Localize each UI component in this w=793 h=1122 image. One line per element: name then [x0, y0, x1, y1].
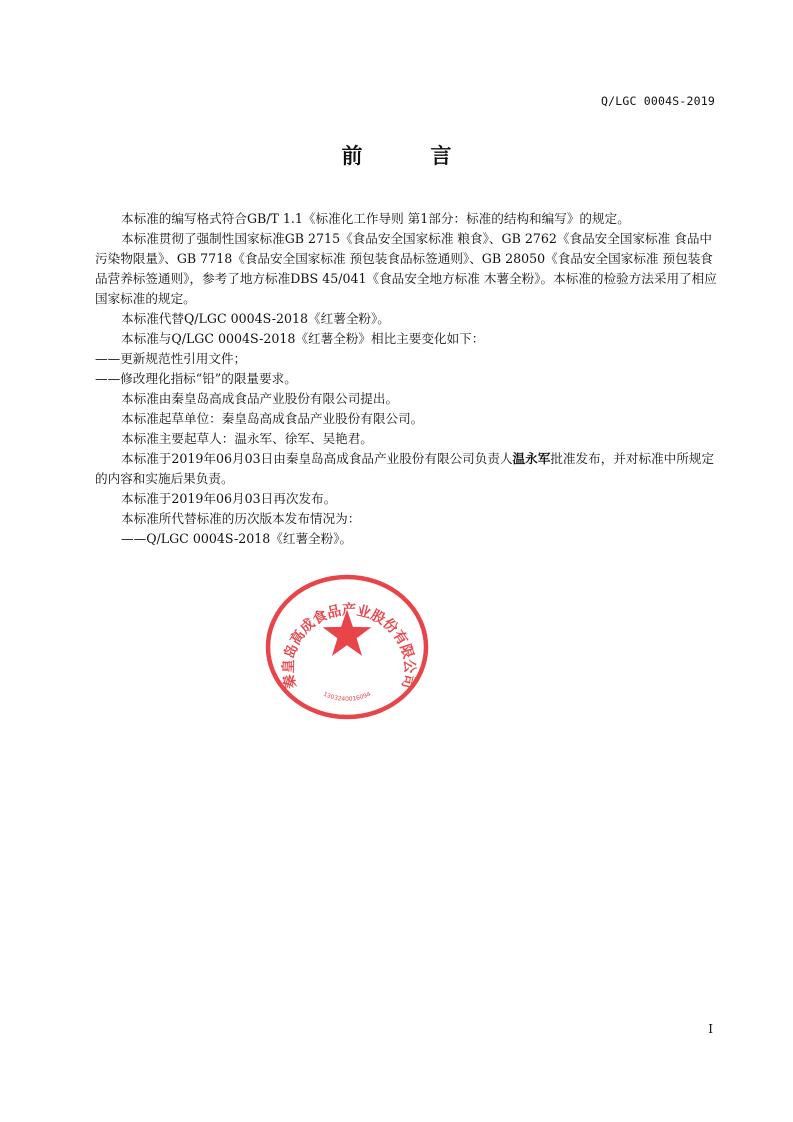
- paragraph-changes-intro: 本标准与Q/LGC 0004S-2018《红薯全粉》相比主要变化如下：: [121, 331, 485, 346]
- paragraph-replaces: 本标准代替Q/LGC 0004S-2018《红薯全粉》。: [121, 311, 390, 326]
- approval-text-before: 本标准于2019年06月03日由秦皇岛高成食品产业股份有限公司负责人: [121, 451, 513, 466]
- paragraph-history-intro: 本标准所代替标准的历次版本发布情况为：: [121, 511, 361, 526]
- paragraph-proposer: 本标准由秦皇岛高成食品产业股份有限公司提出。: [121, 391, 399, 406]
- standard-number: Q/LGC 0004S-2019: [601, 94, 715, 108]
- paragraph-drafters: 本标准主要起草人：温永军、徐军、吴艳君。: [121, 431, 373, 446]
- foreword-body: [95, 209, 719, 549]
- paragraph-approval: [95, 449, 719, 489]
- change-item-1: ——更新规范性引用文件；: [95, 351, 247, 366]
- paragraph-reissue: 本标准于2019年06月03日再次发布。: [121, 491, 337, 506]
- paragraph-drafting-unit: 本标准起草单位：秦皇岛高成食品产业股份有限公司。: [121, 411, 424, 426]
- paragraph-format: 本标准的编写格式符合GB/T 1.1《标准化工作导则 第1部分：标准的结构和编写》的规定。: [121, 211, 630, 226]
- seal-code: 1303240016094: [322, 690, 372, 703]
- paragraph-standards: 本标准贯彻了强制性国家标准GB 2715《食品安全国家标准 粮食》、GB 2762《食品安全国家标准 食品中污染物限量》、GB 7718《食品安全国家标准 预包装食品标签通则》、GB 28050《食品安全国家标准 预包装食品营养标签通则》，参考了地方标准DBS 45/041《食品安全地方标准 木薯全粉》。本标准的检验方法采用了相应国家标准的规定。: [95, 231, 717, 306]
- change-item-2: ——修改理化指标“铅”的限量要求。: [95, 371, 297, 386]
- history-item-1: ——Q/LGC 0004S-2018《红薯全粉》。: [121, 531, 353, 546]
- approval-text-after: 批准发布，并对标准中所规定的内容和实施后果负责。: [95, 451, 715, 486]
- page-number: I: [708, 1022, 713, 1036]
- approver-name: 温永军: [512, 451, 551, 466]
- page-title: [0, 140, 793, 170]
- seal-text: 秦皇岛高成食品产业股份有限公司: [280, 602, 418, 690]
- title-char-2: 言: [430, 144, 452, 168]
- company-seal: [262, 574, 432, 720]
- title-char-1: 前: [341, 144, 363, 168]
